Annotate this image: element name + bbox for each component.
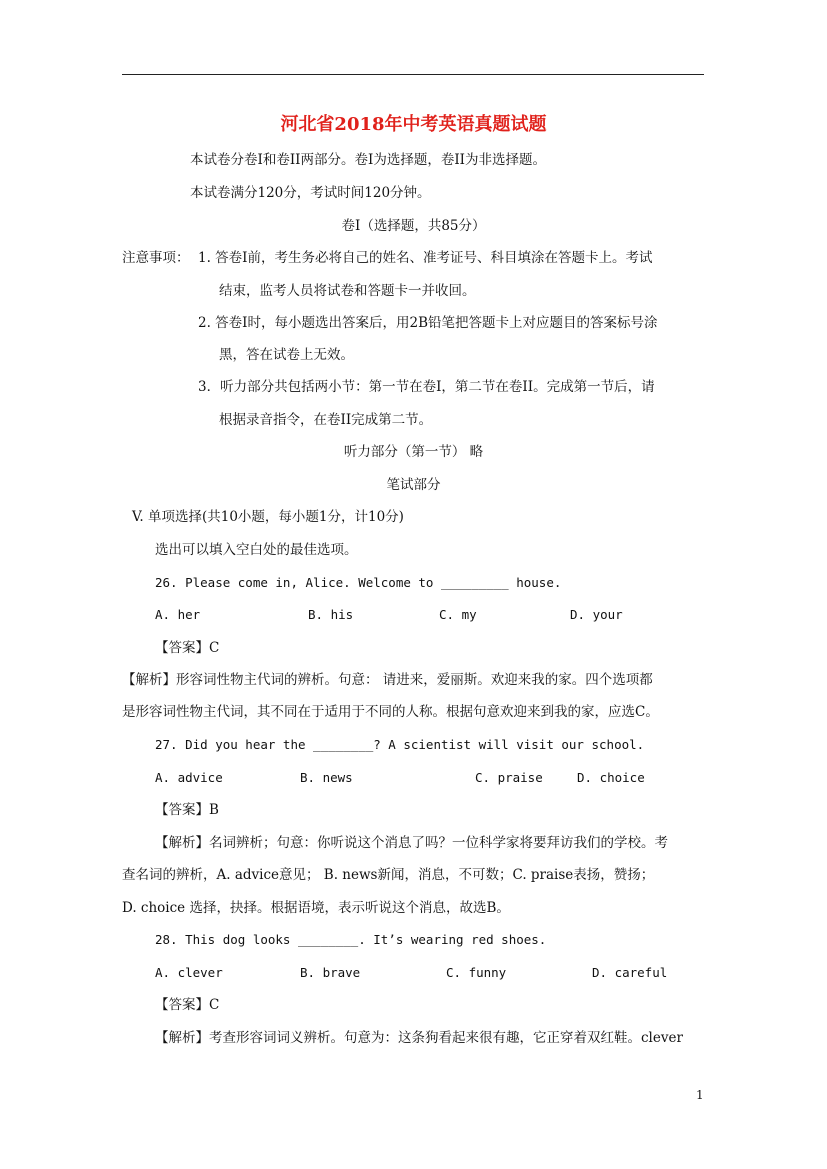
intro-line-2: 本试卷满分120分，考试时间120分钟。 — [190, 185, 431, 201]
q27-option-b: B. news — [300, 770, 353, 785]
note-1-line-1: 1. 答卷Ⅰ前，考生务必将自己的姓名、准考证号、科目填涂在答题卡上。考试 — [198, 250, 653, 266]
note-3-line-2: 根据录音指令，在卷II完成第二节。 — [219, 412, 433, 428]
q27-analysis-line-3: D. choice 选择，抉择。根据语境，表示听说这个消息，故选B。 — [122, 900, 510, 916]
part5-instruction: 选出可以填入空白处的最佳选项。 — [155, 542, 358, 558]
q26-answer: 【答案】C — [155, 640, 220, 656]
q27-option-d: D. choice — [577, 770, 645, 785]
question-27-stem: 27. Did you hear the ________? A scientist will visit our school. — [155, 737, 645, 752]
written-heading: 笔试部分 — [386, 477, 441, 493]
note-2-line-1: 2. 答卷Ⅰ时，每小题选出答案后，用2B铅笔把答题卡上对应题目的答案标号涂 — [198, 315, 658, 331]
q26-analysis-line-1: 【解析】形容词性物主代词的辨析。句意： 请进来，爱丽斯。欢迎来我的家。四个选项都 — [122, 672, 653, 688]
q26-option-c: C. my — [439, 607, 477, 622]
q27-option-a: A. advice — [155, 770, 223, 785]
q26-option-b: B. his — [308, 607, 354, 622]
note-3-line-1: 3．听力部分共包括两小节：第一节在卷Ⅰ，第二节在卷II。完成第一节后，请 — [198, 379, 655, 395]
q27-analysis-line-1: 【解析】名词辨析；句意：你听说这个消息了吗？一位科学家将要拜访我们的学校。考 — [155, 835, 668, 851]
q26-option-a: A. her — [155, 607, 201, 622]
page-title: 河北省2018年中考英语真题试题 — [280, 114, 547, 135]
question-26-stem: 26. Please come in, Alice. Welcome to _________ house. — [155, 575, 562, 590]
q28-option-a: A. clever — [155, 965, 223, 980]
q27-analysis-line-2: 查名词的辨析，A. advice意见； B. news新闻，消息，不可数；C. praise表扬，赞扬； — [122, 867, 655, 883]
q28-analysis-line-1: 【解析】考查形容词词义辨析。句意为：这条狗看起来很有趣，它正穿着双红鞋。clever — [155, 1030, 683, 1046]
note-2-line-2: 黑，答在试卷上无效。 — [219, 347, 354, 363]
q28-option-d: D. careful — [592, 965, 668, 980]
section1-heading: 卷Ⅰ（选择题，共85分） — [341, 218, 486, 234]
notes-label: 注意事项： — [122, 250, 190, 266]
q28-option-b: B. brave — [300, 965, 361, 980]
note-1-line-2: 结束，监考人员将试卷和答题卡一并收回。 — [219, 283, 476, 299]
q27-option-c: C. praise — [475, 770, 543, 785]
q28-option-c: C. funny — [446, 965, 507, 980]
part5-heading: V. 单项选择(共10小题，每小题1分，计10分) — [132, 509, 404, 525]
page-number: 1 — [696, 1088, 704, 1102]
q28-answer: 【答案】C — [155, 997, 220, 1013]
q26-option-d: D. your — [570, 607, 623, 622]
listening-heading: 听力部分（第一节） 略 — [343, 444, 484, 460]
q27-answer: 【答案】B — [155, 802, 219, 818]
intro-line-1: 本试卷分卷Ⅰ和卷II两部分。卷Ⅰ为选择题，卷II为非选择题。 — [190, 152, 546, 168]
q26-analysis-line-2: 是形容词性物主代词，其不同在于适用于不同的人称。根据句意欢迎来到我的家，应选C。 — [122, 704, 659, 720]
question-28-stem: 28. This dog looks ________. It’s wearing red shoes. — [155, 932, 547, 947]
header-rule — [122, 74, 704, 75]
